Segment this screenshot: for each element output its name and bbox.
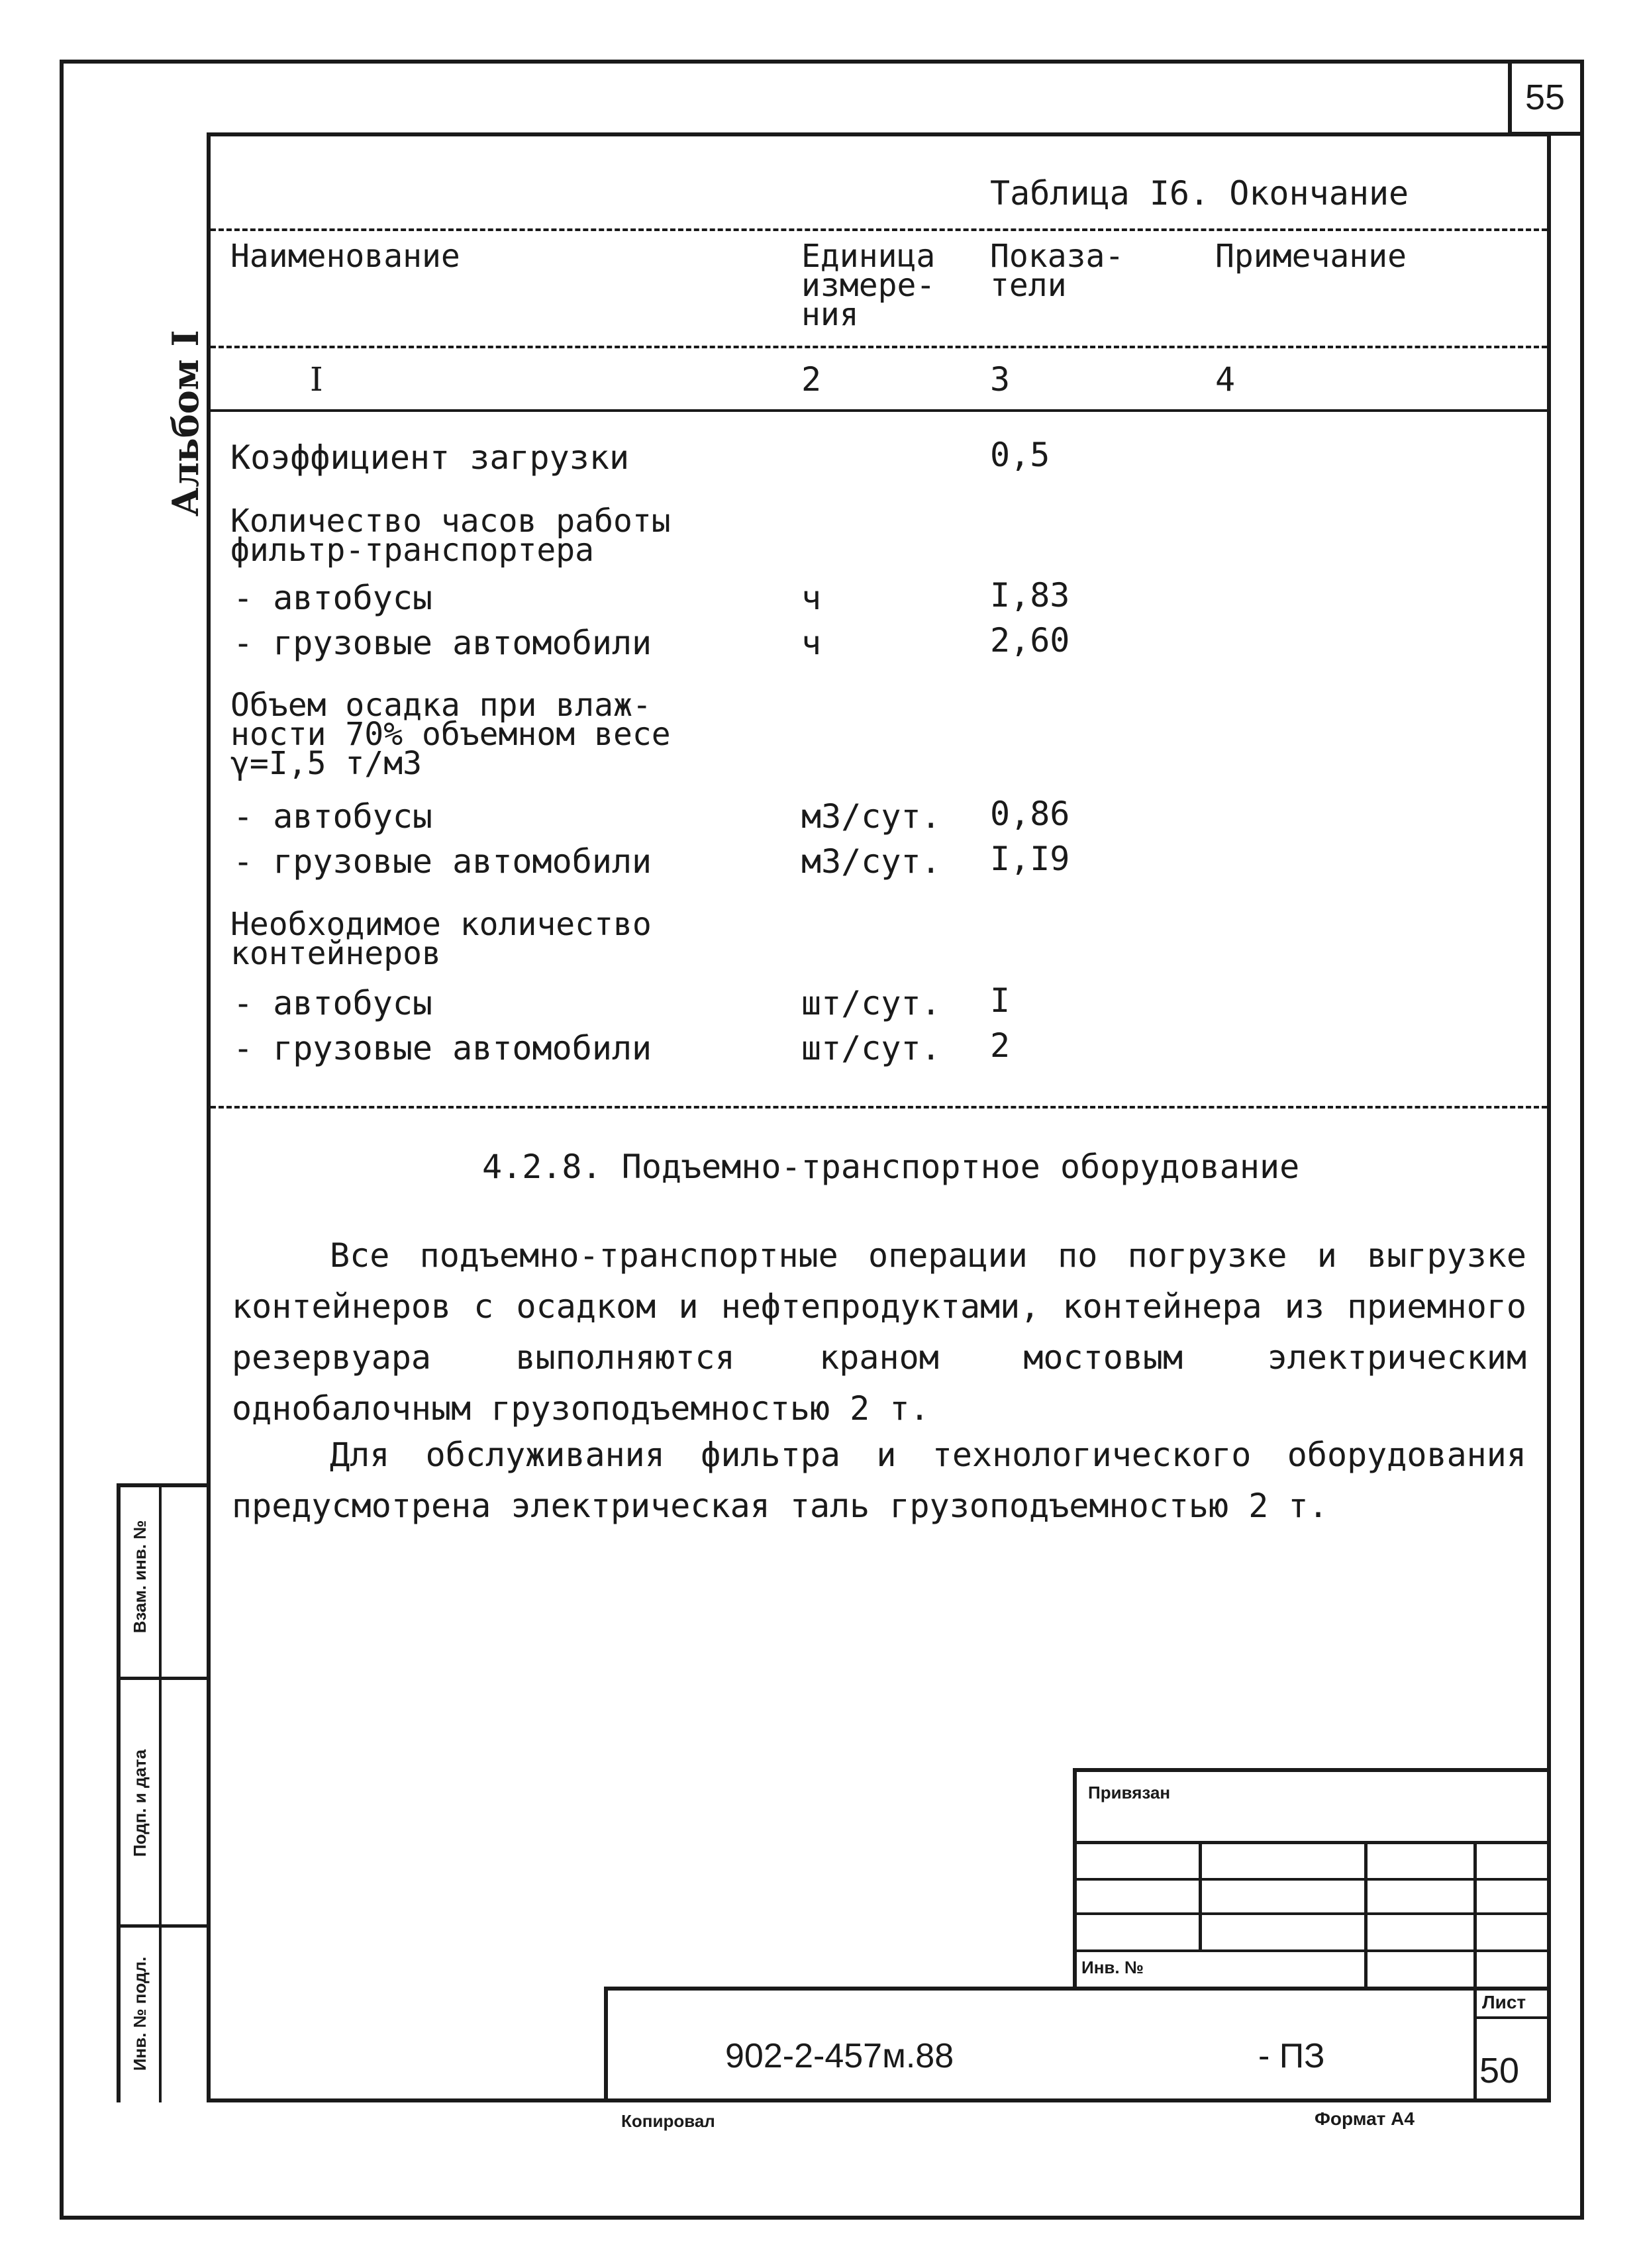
- title-grid-rule-2: [1073, 1878, 1551, 1881]
- inventory-label: Инв. №: [1081, 1957, 1144, 1977]
- code-block-top: [604, 1987, 1551, 1991]
- footer-format: Формат А4: [1315, 2108, 1415, 2129]
- table-row-unit: м3/сут.: [801, 797, 941, 836]
- title-grid-col-3: [1473, 1841, 1477, 2102]
- sheet-label-rule: [1473, 2016, 1551, 2019]
- table-row-unit: ч: [801, 624, 822, 662]
- table-row-value: I,I9: [990, 840, 1070, 878]
- title-top-rule: [1073, 1768, 1551, 1772]
- side-stamp-divider: [159, 1483, 162, 2102]
- table-top-rule: [211, 228, 1547, 231]
- table-row-unit: м3/сут.: [801, 842, 941, 881]
- stamp-signature-date: Подп. и дата: [130, 1749, 150, 1857]
- document-code: 902-2-457м.88: [725, 2037, 954, 2075]
- table-row-name: - автобусы: [233, 797, 433, 836]
- table-row-name: Коэффициент загрузки: [230, 438, 630, 477]
- document-type: - ПЗ: [1258, 2037, 1325, 2075]
- table-row-name: - грузовые автомобили: [233, 842, 652, 881]
- code-block-left: [604, 1987, 608, 2102]
- colnum-2: 2: [801, 360, 822, 399]
- title-grid-rule-1: [1073, 1841, 1551, 1844]
- colnum-1: I: [310, 360, 323, 399]
- colnum-rule: [211, 409, 1547, 412]
- title-grid-rule-3: [1073, 1912, 1551, 1915]
- table-row-name: - автобусы: [233, 579, 433, 617]
- stamp-inventory-original: Инв. № подл.: [130, 1956, 150, 2071]
- table-bottom-rule: [211, 1106, 1547, 1109]
- table-row-value: I: [990, 981, 1011, 1020]
- header-note: Примечание: [1215, 238, 1407, 275]
- colnum-4: 4: [1215, 360, 1236, 399]
- header-name: Наименование: [230, 238, 460, 275]
- table-row-unit: шт/сут.: [801, 984, 941, 1022]
- table-row-value: 2,60: [990, 621, 1070, 660]
- stamp-replacement: Взам. инв. №: [130, 1520, 150, 1634]
- table-row-unit: ч: [801, 579, 822, 617]
- table-row-value: 0,5: [990, 436, 1050, 474]
- side-stamp-rule-1: [117, 1677, 209, 1680]
- title-grid-rule-4: [1073, 1949, 1551, 1952]
- sheet-label: Лист: [1482, 1992, 1526, 2012]
- table-row-name: - грузовые автомобили: [233, 624, 652, 662]
- footer-copied: Копировал: [621, 2111, 715, 2131]
- table-row-unit: шт/сут.: [801, 1029, 941, 1067]
- section-paragraph-1: Все подъемно-транспортные операции по погрузке и выгрузке контейнеров с осадком и нефтепродуктами, контейнера из приемного резервуара выполняются краном мостовым электрическим однобалочным грузоподъемностью 2 т.: [232, 1236, 1526, 1428]
- section-heading: 4.2.8. Подъемно-транспортное оборудование: [482, 1148, 1300, 1186]
- side-stamp-left-border: [117, 1483, 121, 2102]
- title-grid-col-1: [1199, 1841, 1202, 1949]
- table-row-name: - грузовые автомобили: [233, 1029, 652, 1067]
- section-paragraph-2: Для обслуживания фильтра и технологического оборудования предусмотрена электрическая таль грузоподъемностью 2 т.: [232, 1436, 1526, 1525]
- table-row-name: Объем осадка при влаж- ности 70% объемном весе γ=I,5 т/м3: [230, 687, 671, 782]
- colnum-3: 3: [990, 360, 1011, 399]
- header-value: Показа- тели: [990, 238, 1124, 304]
- table-row-value: 2: [990, 1026, 1011, 1065]
- sheet-number: 50: [1479, 2051, 1520, 2091]
- inner-frame: [207, 132, 1551, 2102]
- side-stamp-rule-2: [117, 1924, 209, 1928]
- table-caption: Таблица I6. Окончание: [990, 174, 1409, 213]
- title-grid-col-2: [1364, 1841, 1368, 1987]
- header-rule: [211, 346, 1547, 348]
- header-unit: Единица измере- ния: [801, 238, 936, 333]
- table-row-name: - автобусы: [233, 984, 433, 1022]
- linked-label: Привязан: [1088, 1783, 1171, 1802]
- page-number: 55: [1524, 77, 1566, 117]
- album-label: Альбом I: [164, 330, 207, 517]
- table-row-value: I,83: [990, 576, 1070, 615]
- table-row-value: 0,86: [990, 795, 1070, 833]
- table-row-name: Необходимое количество контейнеров: [230, 906, 652, 972]
- side-stamp-top: [117, 1483, 209, 1487]
- table-row-name: Количество часов работы фильтр-транспортера: [230, 503, 671, 569]
